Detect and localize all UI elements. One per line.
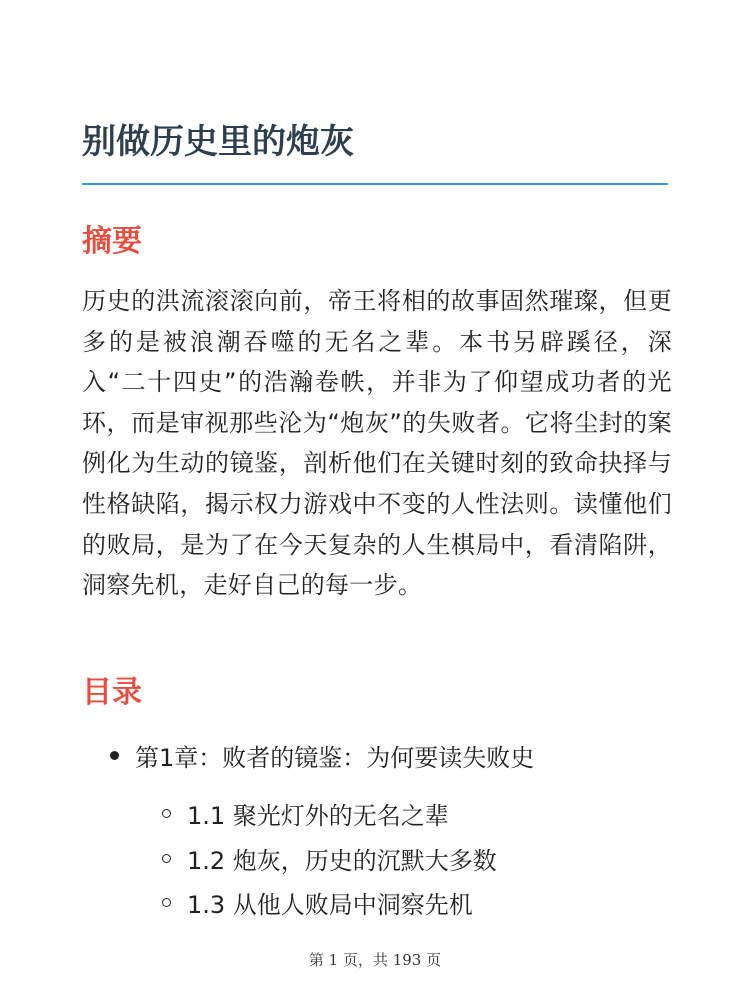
title-divider: [82, 183, 668, 185]
page-number-footer: 第 1 页，共 193 页: [308, 951, 442, 969]
abstract-heading: 摘要: [82, 224, 142, 259]
toc-section-label: 1.1 聚光灯外的无名之辈: [187, 801, 449, 830]
bullet-disc-icon: [110, 751, 119, 760]
toc-heading: 目录: [82, 675, 142, 710]
toc-chapter-label: 第1章：败者的镜鉴：为何要读失败史: [135, 743, 535, 772]
toc-section-1-1[interactable]: [162, 795, 449, 831]
toc-section-1-3[interactable]: [162, 884, 473, 920]
toc-chapter-1[interactable]: [110, 737, 534, 773]
bullet-circle-icon: [162, 809, 171, 818]
bullet-circle-icon: [162, 854, 171, 863]
toc-section-label: 1.2 炮灰，历史的沉默大多数: [187, 846, 497, 875]
toc-section-1-2[interactable]: [162, 840, 497, 876]
toc-section-label: 1.3 从他人败局中洞察先机: [187, 890, 473, 919]
abstract-body: 历史的洪流滚滚向前，帝王将相的故事固然璀璨，但更多的是被浪潮吞噬的无名之辈。本书另辟蹊径，深入“二十四史”的浩瀚卷帙，并非为了仰望成功者的光环，而是审视那些沦为“炮灰”的失败者。它将尘封的案例化为生动的镜鉴，剖析他们在关键时刻的致命抉择与性格缺陷，揭示权力游戏中不变的人性法则。读懂他们的败局，是为了在今天复杂的人生棋局中，看清陷阱，洞察先机，走好自己的每一步。: [82, 287, 672, 600]
book-title: 别做历史里的炮灰: [82, 122, 354, 162]
bullet-circle-icon: [162, 898, 171, 907]
